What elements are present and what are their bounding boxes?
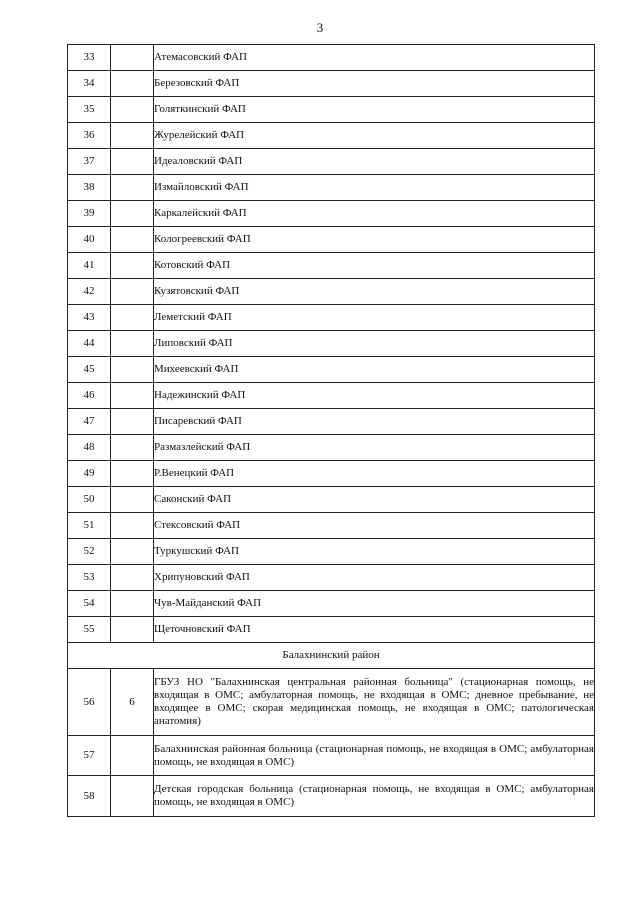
district-row <box>68 643 595 669</box>
table-body-district <box>68 643 595 669</box>
row-code-cell <box>111 175 154 201</box>
table-row <box>68 565 595 591</box>
row-code-cell <box>111 409 154 435</box>
table-row <box>68 736 595 776</box>
table-row <box>68 539 595 565</box>
row-code-cell <box>111 201 154 227</box>
row-code-cell <box>111 279 154 305</box>
page-number: 3 <box>316 20 324 35</box>
table-row <box>68 45 595 71</box>
row-name-cell: Р.Венецкий ФАП <box>154 461 595 487</box>
row-code-cell <box>111 591 154 617</box>
row-name-cell: Размазлейский ФАП <box>154 435 595 461</box>
row-name-cell: Голяткинский ФАП <box>154 97 595 123</box>
row-number-cell: 38 <box>68 175 111 201</box>
row-name-cell: Котовский ФАП <box>154 253 595 279</box>
table-body-section-b <box>68 669 595 817</box>
table-row <box>68 149 595 175</box>
row-number-cell: 35 <box>68 97 111 123</box>
row-name-cell: Надежинский ФАП <box>154 383 595 409</box>
row-code-cell <box>111 383 154 409</box>
row-code-cell: 6 <box>111 669 154 736</box>
row-code-cell <box>111 565 154 591</box>
table-row <box>68 201 595 227</box>
row-number-cell: 57 <box>68 736 111 776</box>
row-code-cell <box>111 45 154 71</box>
row-number-cell: 40 <box>68 227 111 253</box>
table-row <box>68 253 595 279</box>
row-name-cell: Писаревский ФАП <box>154 409 595 435</box>
table-row <box>68 123 595 149</box>
row-number-cell: 58 <box>68 776 111 817</box>
row-number-cell: 55 <box>68 617 111 643</box>
table-row <box>68 227 595 253</box>
table-row <box>68 487 595 513</box>
row-code-cell <box>111 461 154 487</box>
row-name-cell: ГБУЗ НО "Балахнинская центральная районная больница" (стационарная помощь, не входящая в ОМС; амбулаторная помощь, не входящая в ОМС; дневное пребывание, не входящее в ОМС; скорая медицинская помощь, не входящая в ОМС; патологическая анатомия) <box>154 669 595 736</box>
row-number-cell: 47 <box>68 409 111 435</box>
row-code-cell <box>111 776 154 817</box>
row-code-cell <box>111 539 154 565</box>
row-code-cell <box>111 227 154 253</box>
table-row <box>68 435 595 461</box>
row-number-cell: 43 <box>68 305 111 331</box>
row-name-cell: Каркалейский ФАП <box>154 201 595 227</box>
row-number-cell: 33 <box>68 45 111 71</box>
row-name-cell: Балахнинская районная больница (стационарная помощь, не входящая в ОМС; амбулаторная помощь, не входящая в ОМС) <box>154 736 595 776</box>
table-row <box>68 97 595 123</box>
row-code-cell <box>111 513 154 539</box>
row-name-cell: Саконский ФАП <box>154 487 595 513</box>
row-number-cell: 34 <box>68 71 111 97</box>
row-name-cell: Атемасовский ФАП <box>154 45 595 71</box>
row-code-cell <box>111 97 154 123</box>
row-name-cell: Липовский ФАП <box>154 331 595 357</box>
row-number-cell: 41 <box>68 253 111 279</box>
row-number-cell: 50 <box>68 487 111 513</box>
row-number-cell: 37 <box>68 149 111 175</box>
table-row <box>68 357 595 383</box>
row-name-cell: Березовский ФАП <box>154 71 595 97</box>
row-code-cell <box>111 71 154 97</box>
row-number-cell: 45 <box>68 357 111 383</box>
table-row <box>68 461 595 487</box>
row-number-cell: 56 <box>68 669 111 736</box>
table-row <box>68 513 595 539</box>
row-name-cell: Кузятовский ФАП <box>154 279 595 305</box>
table-row <box>68 175 595 201</box>
row-number-cell: 49 <box>68 461 111 487</box>
row-code-cell <box>111 123 154 149</box>
table-row <box>68 776 595 817</box>
table-body-section-a <box>68 45 595 643</box>
row-name-cell: Михеевский ФАП <box>154 357 595 383</box>
row-name-cell: Щеточновский ФАП <box>154 617 595 643</box>
row-number-cell: 54 <box>68 591 111 617</box>
row-code-cell <box>111 487 154 513</box>
row-name-cell: Чув-Майданский ФАП <box>154 591 595 617</box>
row-name-cell: Измайловский ФАП <box>154 175 595 201</box>
row-name-cell: Кологреевский ФАП <box>154 227 595 253</box>
row-code-cell <box>111 253 154 279</box>
row-name-cell: Детская городская больница (стационарная помощь, не входящая в ОМС; амбулаторная помощь, не входящая в ОМС) <box>154 776 595 817</box>
row-code-cell <box>111 357 154 383</box>
table-row <box>68 331 595 357</box>
row-number-cell: 46 <box>68 383 111 409</box>
row-name-cell: Леметский ФАП <box>154 305 595 331</box>
row-code-cell <box>111 617 154 643</box>
table-row <box>68 591 595 617</box>
row-code-cell <box>111 305 154 331</box>
row-number-cell: 36 <box>68 123 111 149</box>
row-number-cell: 48 <box>68 435 111 461</box>
row-name-cell: Стексовский ФАП <box>154 513 595 539</box>
row-code-cell <box>111 736 154 776</box>
row-code-cell <box>111 331 154 357</box>
table-row <box>68 409 595 435</box>
row-code-cell <box>111 149 154 175</box>
row-name-cell: Туркушский ФАП <box>154 539 595 565</box>
row-number-cell: 42 <box>68 279 111 305</box>
table-row <box>68 383 595 409</box>
row-number-cell: 44 <box>68 331 111 357</box>
table-row <box>68 305 595 331</box>
row-number-cell: 53 <box>68 565 111 591</box>
row-name-cell: Журелейский ФАП <box>154 123 595 149</box>
row-number-cell: 39 <box>68 201 111 227</box>
row-number-cell: 52 <box>68 539 111 565</box>
row-code-cell <box>111 435 154 461</box>
district-heading: Балахнинский район <box>68 643 595 669</box>
table-row <box>68 279 595 305</box>
table-row <box>68 617 595 643</box>
row-name-cell: Хрипуновский ФАП <box>154 565 595 591</box>
row-number-cell: 51 <box>68 513 111 539</box>
facilities-table <box>67 44 595 817</box>
table-row <box>68 71 595 97</box>
table-row <box>68 669 595 736</box>
row-name-cell: Идеаловский ФАП <box>154 149 595 175</box>
